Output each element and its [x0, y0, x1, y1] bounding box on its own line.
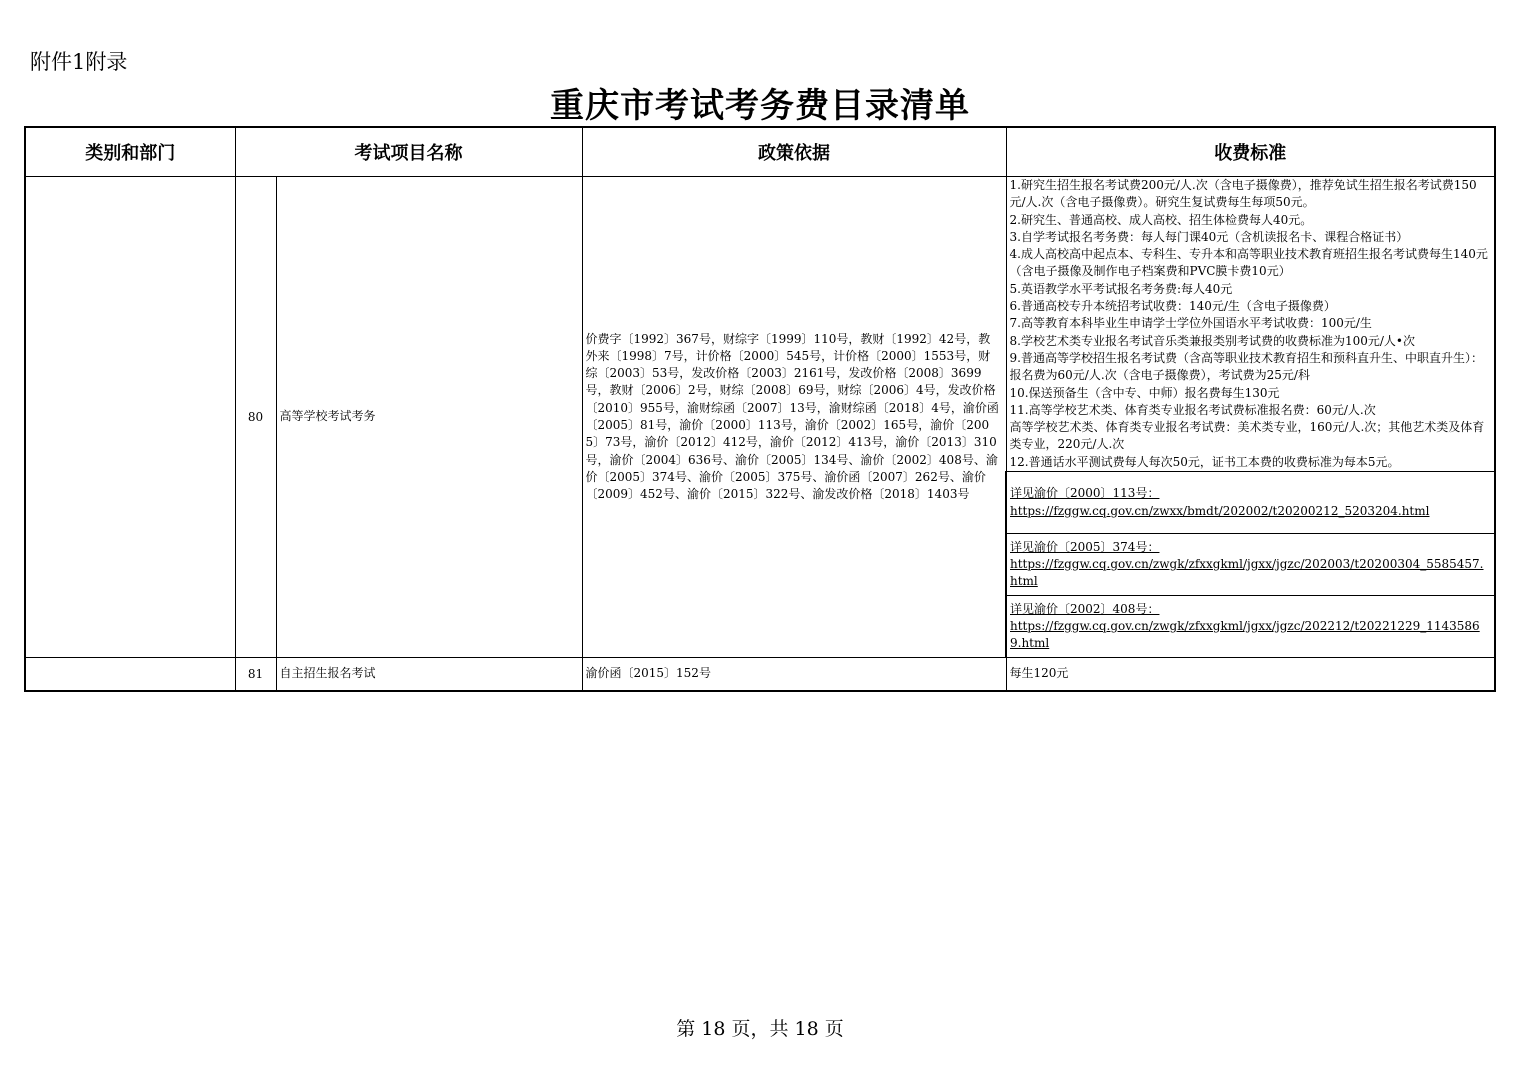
page-number: 第 18 页，共 18 页: [676, 1018, 844, 1040]
reference-link-url[interactable]: https://fzggw.cq.gov.cn/zwxx/bmdt/202002/t20200212_5203204.html: [1010, 503, 1430, 518]
category-cell: [25, 658, 235, 692]
column-header-policy: 政策依据: [582, 127, 1006, 177]
fee-standard-line: 4.成人高校高中起点本、专科生、专升本和高等职业技术教育班招生报名考试费每生140元（含电子摄像及制作电子档案费和PVC膜卡费10元）: [1009, 247, 1488, 279]
appendix-label: 附件1附录: [30, 50, 128, 74]
reference-link-label[interactable]: 详见渝价〔2002〕408号：: [1010, 601, 1160, 616]
page-title: 重庆市考试考务费目录清单: [550, 86, 970, 126]
fee-standard-line: 8.学校艺术类专业报名考试音乐类兼报类别考试费的收费标准为100元/人•次: [1009, 333, 1415, 348]
category-cell: [25, 177, 235, 658]
column-header-category: 类别和部门: [25, 127, 235, 177]
reference-link-url[interactable]: https://fzggw.cq.gov.cn/zwgk/zfxxgkml/jgxx/jgzc/202003/t20200304_5585457.html: [1010, 556, 1484, 589]
exam-name: 高等学校考试考务: [276, 177, 582, 658]
reference-link-url[interactable]: https://fzggw.cq.gov.cn/zwgk/zfxxgkml/jgxx/jgzc/202212/t20221229_11435869.html: [1010, 618, 1480, 651]
policy-basis: 价费字〔1992〕367号，财综字〔1999〕110号，教财〔1992〕42号，教外来〔1998〕7号，计价格〔2000〕545号，计价格〔2000〕1553号，财综〔2003〕53号，发改价格〔2003〕2161号，发改价格〔2008〕3699号，教财〔2006〕2号，财综〔2008〕69号，财综〔2006〕4号，发改价格〔2010〕955号，渝财综函〔2007〕13号，渝财综函〔2018〕4号，渝价函〔2005〕81号，渝价〔2000〕113号，渝价〔2002〕165号，渝价〔2005〕73号，渝价〔2012〕412号，渝价〔2012〕413号，渝价〔2013〕310号，渝价〔2004〕636号、渝价〔2005〕134号、渝价〔2002〕408号、渝价〔2005〕374号、渝价〔2005〕375号、渝价函〔2007〕262号、渝价〔2009〕452号、渝价〔2015〕322号、渝发改价格〔2018〕1403号: [582, 177, 1006, 658]
fee-standard-line: 5.英语教学水平考试报名考务费:每人40元: [1009, 281, 1233, 296]
table-row: [25, 177, 1495, 472]
column-header-standard: 收费标准: [1006, 127, 1495, 177]
policy-basis: 渝价函〔2015〕152号: [582, 658, 1006, 692]
exam-name: 自主招生报名考试: [276, 658, 582, 692]
table-row: [25, 658, 1495, 692]
fee-standard-line: 10.保送预备生（含中专、中师）报名费每生130元: [1009, 385, 1280, 400]
reference-link-cell[interactable]: [1006, 534, 1495, 596]
row-number: 81: [235, 658, 276, 692]
fee-standard-line: 11.高等学校艺术类、体育类专业报名考试费标准报名费：60元/人.次: [1009, 402, 1376, 417]
fee-standard-line: 7.高等教育本科毕业生申请学士学位外国语水平考试收费：100元/生: [1009, 316, 1372, 331]
fee-standard-line: 2.研究生、普通高校、成人高校、招生体检费每人40元。: [1009, 212, 1313, 227]
column-header-exam-name: 考试项目名称: [235, 127, 582, 177]
reference-link-label[interactable]: 详见渝价〔2005〕374号：: [1010, 539, 1160, 554]
fee-standard: [1006, 177, 1495, 472]
reference-link-cell[interactable]: [1006, 596, 1495, 658]
fee-standard-line: 1.研究生招生报名考试费200元/人.次（含电子摄像费），推荐免试生招生报名考试费150元/人.次（含电子摄像费）。研究生复试费每生每项50元。: [1009, 178, 1477, 210]
fee-standard: 每生120元: [1006, 658, 1495, 692]
table-header-row: [25, 127, 1495, 177]
fee-standard-line: 6.普通高校专升本统招考试收费：140元/生（含电子摄像费）: [1009, 299, 1336, 314]
reference-link-label[interactable]: 详见渝价〔2000〕113号：: [1010, 486, 1160, 501]
reference-link-cell[interactable]: [1006, 472, 1495, 534]
fee-standard-line: 9.普通高等学校招生报名考试费（含高等职业技术教育招生和预科直升生、中职直升生）：报名费为60元/人.次（含电子摄像费），考试费为25元/科: [1009, 350, 1483, 383]
fee-table: [24, 126, 1496, 692]
fee-standard-line: 高等学校艺术类、体育类专业报名考试费：美术类专业，160元/人.次；其他艺术类及体育类专业，220元/人.次: [1009, 420, 1485, 452]
row-number: 80: [235, 177, 276, 658]
fee-standard-line: 12.普通话水平测试费每人每次50元，证书工本费的收费标准为每本5元。: [1009, 454, 1400, 469]
fee-standard-line: 3.自学考试报名考务费：每人每门课40元（含机读报名卡、课程合格证书）: [1009, 229, 1409, 244]
